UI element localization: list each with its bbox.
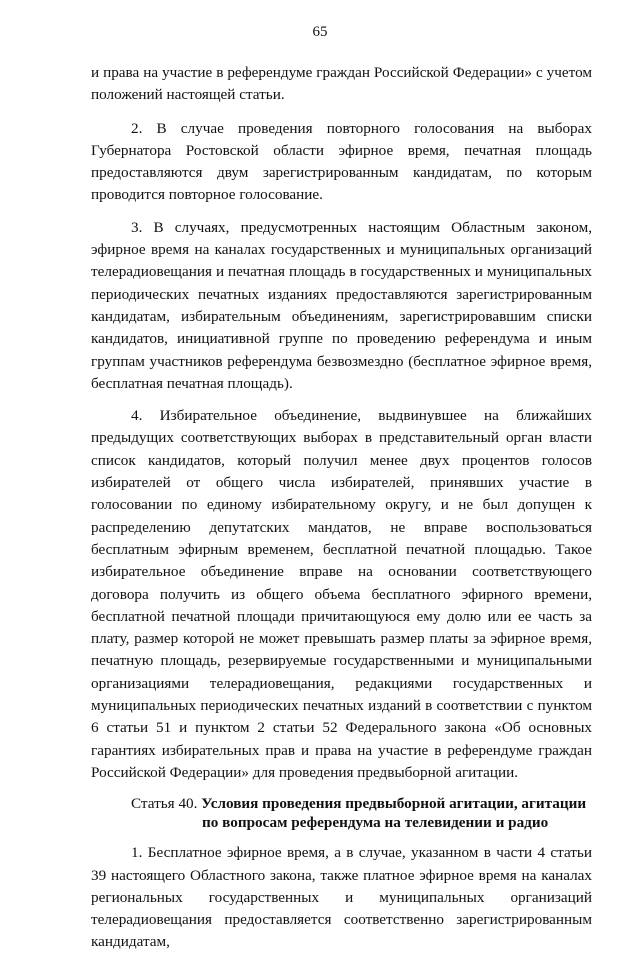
- paragraph-item-3: 3. В случаях, предусмотренных настоящим Областным законом, эфирное время на каналах государственных и муниципальных организаций телерадиовещания и печатная площадь в государственных и муниципальных периодических печатных изданиях предоставляются зарегистрированным кандидатам, избирательным объединениям, зарегистрировавшим списки кандидатов, инициативной группе по проведению референдума и иным группам участников референдума безвозмездно (бесплатное эфирное время, бесплатная печатная площадь).: [91, 218, 592, 392]
- article-title-line2: по вопросам референдума на телевидении и радио: [202, 814, 549, 832]
- article-title-line1: Условия проведения предвыборной агитации, агитации: [201, 795, 587, 813]
- article-paragraph-1: 1. Бесплатное эфирное время, а в случае, указанном в части 4 статьи 39 настоящего Областного закона, также платное эфирное время на каналах региональных государственных и муниципальных организаций телерадиовещания предоставляется соответственно зарегистрированным кандидатам,: [91, 844, 592, 951]
- paragraph-item-2: 2. В случае проведения повторного голосования на выборах Губернатора Ростовской области эфирное время, печатная площадь предоставляются двум зарегистрированным кандидатам, по которым проводится повторное голосование.: [91, 119, 592, 204]
- article-heading: [91, 794, 592, 832]
- page-number: 65: [312, 24, 328, 40]
- paragraph-continued: и права на участие в референдуме граждан Российской Федерации» с учетом положений настоящей статьи.: [91, 64, 592, 104]
- document-body: [91, 62, 592, 964]
- paragraph-item-4: 4. Избирательное объединение, выдвинувшее на ближайших предыдущих соответствующих выборах в представительный орган власти список кандидатов, который получил менее двух процентов голосов избирателей от общего числа избирателей, принявших участие в голосовании по единому избирательному округу, и не был допущен к распределению депутатских мандатов, не вправе воспользоваться бесплатным эфирным временем, бесплатной печатной площадью. Такое избирательное объединение вправе на основании соответствующего договора получить из общего объема бесплатного эфирного времени, бесплатной печатной площади причитающуюся ему долю или ее часть за плату, размер которой не может превышать размер платы за эфирное время, печатную площадь, резервируемые государственными и муниципальными организациями телерадиовещания, редакциями государственных и муниципальных периодических печатных изданий в соответствии с пунктом 6 статьи 51 и пунктом 2 статьи 52 Федерального закона «Об основных гарантиях избирательных прав и права на участие в референдуме граждан Российской Федерации» для проведения предвыборной агитации.: [91, 407, 592, 781]
- article-number: Статья 40.: [131, 795, 198, 813]
